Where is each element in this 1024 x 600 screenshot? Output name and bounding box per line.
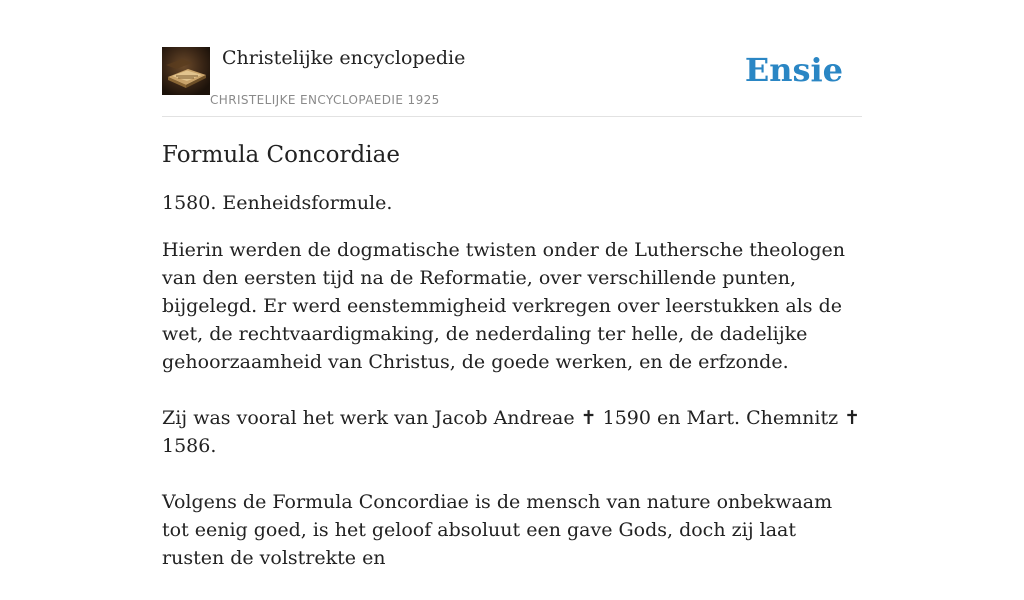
book-cover-icon[interactable] (162, 47, 210, 95)
article-title: Formula Concordiae (162, 142, 400, 168)
site-title[interactable]: Christelijke encyclopedie (222, 47, 466, 69)
brand-logo[interactable]: Ensie (744, 51, 843, 89)
site-header (162, 46, 862, 117)
article-subheading: 1580. Eenheidsformule. (162, 192, 393, 214)
article (162, 138, 862, 600)
paragraph: Volgens de Formula Concordiae is de mensch van nature onbekwaam tot eenig goed, is het geloof absoluut een gave Gods, doch zij laat rusten de volstrekte en (162, 491, 833, 569)
site-subtitle: CHRISTELIJKE ENCYCLOPAEDIE 1925 (210, 93, 440, 107)
article-body (162, 236, 862, 572)
paragraph: Hierin werden de dogmatische twisten onder de Luthersche theologen van den eersten tijd na de Reformatie, over verschillende punten, bijgelegd. Er werd eenstemmigheid verkregen over leerstukken als de wet, de rechtvaardigmaking, de nederdaling ter helle, de dadelijke gehoorzaamheid van Christus, de goede werken, en de erfzonde. (162, 239, 845, 373)
paragraph: Zij was vooral het werk van Jacob Andreae ✝ 1590 en Mart. Chemnitz ✝ 1586. (162, 407, 861, 457)
